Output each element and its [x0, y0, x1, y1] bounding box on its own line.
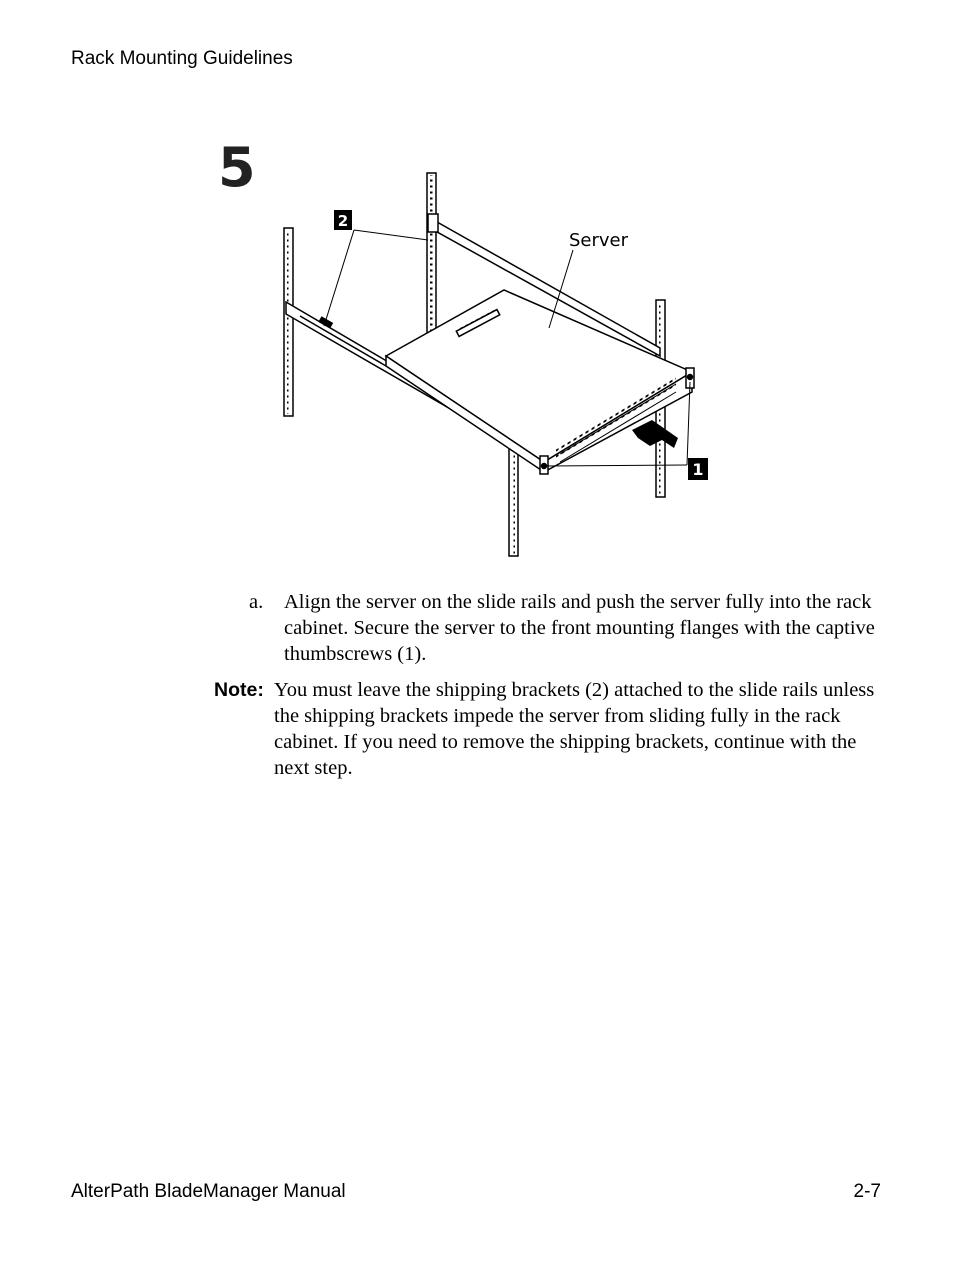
server-callout-label: Server	[569, 230, 629, 251]
callout-1-label: 1	[692, 460, 704, 479]
rack-post-rear-left	[284, 228, 293, 416]
page-number: 2-7	[853, 1181, 881, 1202]
note-label: Note:	[214, 679, 264, 701]
rack-mount-drawing	[200, 130, 720, 570]
footer-manual-title: AlterPath BladeManager Manual	[71, 1181, 346, 1202]
step-a-marker: a.	[249, 591, 264, 613]
callout-2-label: 2	[337, 212, 349, 230]
running-header: Rack Mounting Guidelines	[71, 48, 293, 69]
note-text: You must leave the shipping brackets (2) attached to the slide rails unless the shipping brackets impede the server from sliding fully in the rack cabinet. If you need to remove the shipping brackets, continue with the next step.	[274, 679, 875, 779]
push-arrow-icon	[632, 420, 678, 448]
rack-mount-illustration	[200, 130, 720, 570]
callout-2-badge	[334, 210, 352, 230]
step-number: 5	[218, 136, 256, 199]
step-a-text: Align the server on the slide rails and push the server fully into the rack cabinet. Secure the server to the front mounting flanges with the captive thumbscrews (1).	[284, 591, 875, 665]
rack-post-rear-right	[427, 173, 436, 335]
callout-1-badge	[688, 458, 708, 480]
